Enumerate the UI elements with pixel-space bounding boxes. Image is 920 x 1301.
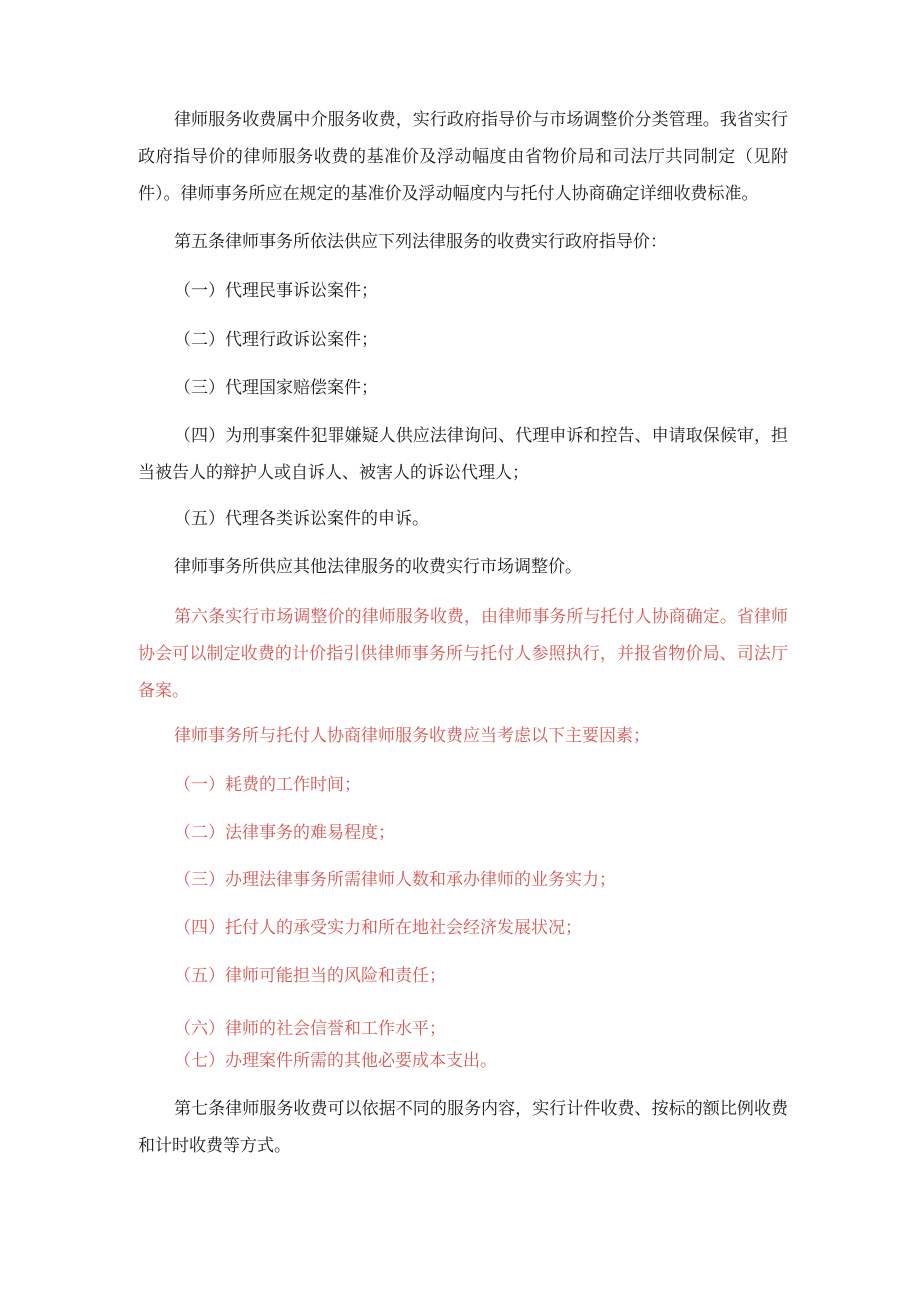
paragraph-article-6: 第六条实行市场调整价的律师服务收费，由律师事务所与托付人协商确定。省律师协会可以制定收费的计价指引供律师事务所与托付人参照执行，并报省物价局、司法厅备案。: [138, 607, 788, 701]
paragraph-article-5: 第五条律师事务所依法供应下列法律服务的收费实行政府指导价：: [174, 232, 667, 252]
list-item: （一）代理民事诉讼案件；: [174, 281, 378, 301]
list-item: （三）办理法律事务所需律师人数和承办律师的业务实力；: [174, 870, 616, 890]
list-item: （六）律师的社会信誉和工作水平；: [174, 1019, 446, 1039]
paragraph-article-7: 第七条律师服务收费可以依据不同的服务内容，实行计件收费、按标的额比例收费和计时收费等方式。: [138, 1099, 788, 1156]
list-item: （二）代理行政诉讼案件；: [174, 330, 378, 350]
paragraph-item-4: （四）为刑事案件犯罪嫌疑人供应法律询问、代理申诉和控告、申请取保候审，担当被告人的辩护人或自诉人、被害人的诉讼代理人；: [138, 426, 788, 483]
list-item: （四）托付人的承受实力和所在地社会经济发展状况；: [174, 918, 582, 938]
list-item: （七）办理案件所需的其他必要成本支出。: [174, 1051, 497, 1071]
paragraph-fee-classification: 律师服务收费属中介服务收费，实行政府指导价与市场调整价分类管理。我省实行政府指导价的律师服务收费的基准价及浮动幅度由省物价局和司法厅共同制定（见附件）。律师事务所应在规定的基准价及浮动幅度内与托付人协商确定详细收费标准。: [138, 110, 788, 204]
list-item: （三）代理国家赔偿案件；: [174, 378, 378, 398]
paragraph-factors-intro: 律师事务所与托付人协商律师服务收费应当考虑以下主要因素；: [174, 726, 650, 746]
list-item: （五）律师可能担当的风险和责任；: [174, 966, 446, 986]
list-item: （一）耗费的工作时间；: [174, 775, 361, 795]
list-item: （二）法律事务的难易程度；: [174, 823, 395, 843]
list-item: （五）代理各类诉讼案件的申诉。: [174, 509, 429, 529]
paragraph-market-price: 律师事务所供应其他法律服务的收费实行市场调整价。: [174, 557, 582, 577]
